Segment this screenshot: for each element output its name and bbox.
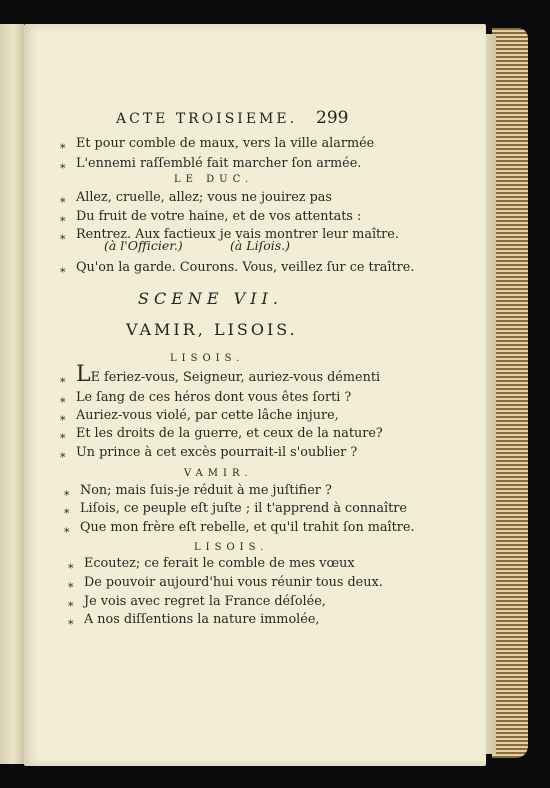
verse-line: Un prince à cet excès pourrait-il s'oublier ? — [76, 445, 358, 460]
verse-marker: * — [60, 196, 66, 209]
verse-marker: * — [68, 618, 74, 631]
left-page-edge — [0, 24, 24, 764]
book-page — [24, 24, 486, 766]
speaker-name: VAMIR. — [184, 468, 253, 479]
verse-marker: * — [64, 507, 70, 520]
speaker-name: LE DUC. — [174, 174, 254, 185]
verse-marker: * — [60, 162, 66, 175]
verse-marker: * — [64, 489, 70, 502]
verse-marker: * — [68, 581, 74, 594]
verse-line: Ecoutez; ce ferait le comble de mes vœux — [84, 556, 355, 571]
verse-marker: * — [68, 562, 74, 575]
verse-marker: * — [60, 451, 66, 464]
speaker-name: LISOIS. — [170, 353, 245, 364]
verse-line: Rentrez. Aux factieux je vais montrer leur maître. — [76, 227, 399, 242]
verse-line: Auriez-vous violé, par cette lâche injure, — [76, 408, 339, 423]
verse-line: A nos diſſentions la nature immolée, — [84, 612, 320, 627]
verse-marker: * — [60, 215, 66, 228]
verse-line: L'ennemi raſſemblé fait marcher ſon armée. — [76, 156, 362, 171]
speaker-name: LISOIS. — [194, 542, 269, 553]
verse-marker: * — [60, 432, 66, 445]
verse-line: Liſois, ce peuple eſt juſte ; il t'apprend à connaître — [80, 501, 407, 516]
verse-line — [76, 364, 380, 386]
verse-marker: * — [64, 526, 70, 539]
verse-marker: * — [60, 233, 66, 246]
verse-marker: * — [68, 600, 74, 613]
stage-direction: (à l'Officier.) — [104, 238, 183, 253]
verse-line: Que mon frère eſt rebelle, et qu'il trahit ſon maître. — [80, 520, 415, 535]
verse-marker: * — [60, 396, 66, 409]
scene-title: SCENE VII. — [138, 289, 283, 308]
verse-marker: * — [60, 414, 66, 427]
verse-line: Le ſang de ces héros dont vous êtes ſorti ? — [76, 390, 352, 405]
stage-direction: (à Liſois.) — [230, 238, 291, 253]
drop-cap: L — [76, 362, 91, 387]
verse-marker: * — [60, 266, 66, 279]
verse-line: Allez, cruelle, allez; vous ne jouirez pas — [76, 190, 332, 205]
page-number: 299 — [316, 108, 349, 128]
verse-line: Du fruit de votre haine, et de vos attentats : — [76, 209, 362, 224]
book-page-edges — [492, 28, 528, 758]
verse-line: Et les droits de la guerre, et ceux de la nature? — [76, 426, 383, 441]
scene-characters: VAMIR, LISOIS. — [126, 320, 298, 339]
verse-line: Je vois avec regret la France déſolée, — [84, 594, 326, 609]
verse-line: De pouvoir aujourd'hui vous réunir tous deux. — [84, 575, 383, 590]
verse-marker: * — [60, 142, 66, 155]
verse-line: Et pour comble de maux, vers la ville alarmée — [76, 136, 375, 151]
verse-text: E feriez-vous, Seigneur, auriez-vous démenti — [90, 370, 381, 385]
verse-line: Non; mais ſuis-je réduit à me juſtifier ? — [80, 483, 332, 498]
verse-line: Qu'on la garde. Courons. Vous, veillez ſur ce traître. — [76, 260, 415, 275]
running-title: ACTE TROISIEME. — [116, 111, 298, 127]
verse-marker: * — [60, 376, 66, 389]
